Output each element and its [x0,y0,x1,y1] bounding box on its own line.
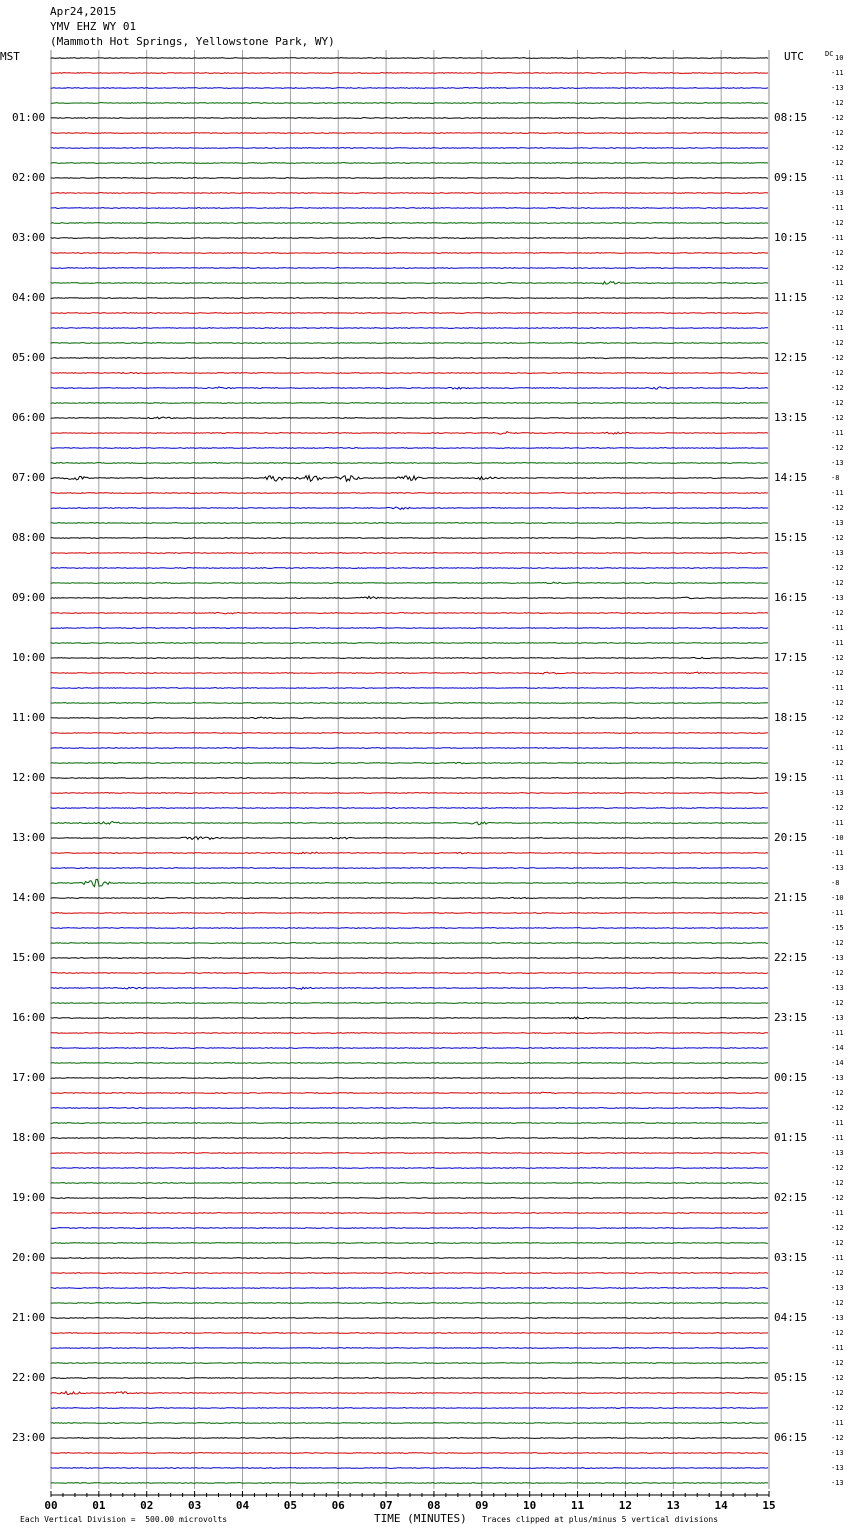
time-axis [44,1491,775,1512]
trace-line-75 [51,1183,768,1184]
dc-offset-88: -12 [831,1374,844,1382]
utc-label-08:15: 08:15 [774,111,808,124]
dc-offset-75: -12 [831,1179,844,1187]
dc-offset-31: -13 [831,519,844,527]
trace-line-24 [51,417,768,419]
trace-line-60 [51,958,768,959]
trace-line-2 [51,88,768,89]
trace-line-63 [51,1003,768,1004]
utc-label-04:15: 04:15 [774,1311,808,1324]
utc-label-19:15: 19:15 [774,771,808,784]
dc-offset-38: -11 [831,624,844,632]
trace-line-4 [51,118,768,119]
utc-label-17:15: 17:15 [774,651,808,664]
trace-line-25 [51,432,768,435]
dc-offset-79: -12 [831,1239,844,1247]
dc-offset-73: -13 [831,1149,844,1157]
dc-offset-42: -11 [831,684,844,692]
dc-offset-60: -13 [831,954,844,962]
trace-line-93 [51,1453,768,1454]
dc-offset-65: -11 [831,1029,844,1037]
x-tick-label-07: 07 [379,1499,393,1512]
header-date: Apr24,2015 [50,5,117,18]
x-tick-label-13: 13 [666,1499,680,1512]
trace-line-8 [51,178,768,179]
utc-label-23:15: 23:15 [774,1011,808,1024]
trace-line-1 [51,73,768,74]
mst-label-18:00: 18:00 [12,1131,46,1144]
trace-line-43 [51,703,768,704]
dc-offset-15: -11 [831,279,844,287]
trace-line-3 [51,103,768,104]
dc-offset-26: -12 [831,444,844,452]
trace-line-94 [51,1468,768,1469]
dc-offset-52: -10 [831,834,844,842]
dc-offset-84: -13 [831,1314,844,1322]
dc-offset-21: -12 [831,369,844,377]
dc-offset-43: -12 [831,699,844,707]
dc-offset-46: -11 [831,744,844,752]
dc-offset-11: -12 [831,219,844,227]
trace-line-19 [51,343,768,344]
trace-line-27 [51,463,768,464]
utc-label-21:15: 21:15 [774,891,808,904]
dc-offset-8: -11 [831,174,844,182]
trace-line-49 [51,793,768,794]
dc-offset-77: -11 [831,1209,844,1217]
dc-offset-36: -13 [831,594,844,602]
trace-line-64 [51,1017,768,1019]
mst-label-05:00: 05:00 [12,351,46,364]
trace-line-6 [51,148,768,149]
trace-line-48 [51,778,768,779]
x-tick-label-03: 03 [187,1499,202,1512]
dc-offset-6: -12 [831,144,844,152]
dc-offset-80: -11 [831,1254,844,1262]
trace-line-14 [51,268,768,269]
mst-label-12:00: 12:00 [12,771,46,784]
x-tick-label-15: 15 [762,1499,776,1512]
dc-offset-41: -12 [831,669,844,677]
dc-offset-50: -12 [831,804,844,812]
trace-line-58 [51,928,768,929]
trace-line-29 [51,493,768,494]
utc-label-03:15: 03:15 [774,1251,808,1264]
dc-offset-74: -12 [831,1164,844,1172]
mst-label-13:00: 13:00 [12,831,46,844]
dc-offset-9: -13 [831,189,844,197]
dc-offset-22: -12 [831,384,844,392]
mst-label-14:00: 14:00 [12,891,46,904]
trace-line-17 [51,313,768,314]
trace-line-41 [51,672,768,674]
dc-offset-54: -13 [831,864,844,872]
dc-offset-23: -12 [831,399,844,407]
dc-offset-81: -12 [831,1269,844,1277]
dc-offset-39: -11 [831,639,844,647]
dc-offset-89: -12 [831,1389,844,1397]
trace-line-35 [51,582,768,583]
trace-line-84 [51,1318,768,1319]
utc-label-00:15: 00:15 [774,1071,808,1084]
trace-line-33 [51,553,768,554]
dc-offset-93: -13 [831,1449,844,1457]
trace-line-91 [51,1423,768,1424]
utc-label-22:15: 22:15 [774,951,808,964]
trace-line-44 [51,717,768,719]
seismic-traces [51,58,768,1484]
dc-offset-44: -12 [831,714,844,722]
scale-note: Each Vertical Division = 500.00 microvolts [20,1515,228,1524]
dc-offset-48: -11 [831,774,844,782]
dc-offset-49: -13 [831,789,844,797]
trace-line-37 [51,612,768,614]
dc-offset-18: -11 [831,324,844,332]
trace-line-69 [51,1092,768,1093]
x-tick-label-14: 14 [714,1499,728,1512]
trace-line-28 [51,476,768,482]
trace-line-62 [51,987,768,989]
utc-label-10:15: 10:15 [774,231,808,244]
dc-label: DC [825,50,834,58]
dc-offset-78: -12 [831,1224,844,1232]
trace-line-50 [51,808,768,809]
trace-line-13 [51,253,768,254]
dc-offset-14: -12 [831,264,844,272]
utc-label-09:15: 09:15 [774,171,808,184]
trace-line-26 [51,448,768,449]
left-axis-label: MST [0,50,20,63]
trace-line-42 [51,688,768,689]
trace-line-83 [51,1303,768,1304]
utc-label-20:15: 20:15 [774,831,808,844]
trace-line-79 [51,1243,768,1244]
dc-offset-71: -11 [831,1119,844,1127]
dc-offset-0: 10 [835,54,844,62]
trace-line-68 [51,1078,768,1079]
trace-line-65 [51,1033,768,1034]
trace-line-10 [51,208,768,209]
trace-line-89 [51,1391,768,1394]
x-tick-label-04: 04 [235,1499,250,1512]
trace-line-36 [51,596,768,598]
trace-line-22 [51,387,768,389]
mst-label-10:00: 10:00 [12,651,46,664]
x-tick-label-05: 05 [283,1499,297,1512]
x-tick-label-08: 08 [427,1499,441,1512]
dc-offset-10: -11 [831,204,844,212]
x-axis-title: TIME (MINUTES) [374,1512,467,1525]
trace-line-46 [51,748,768,749]
dc-offset-91: -11 [831,1419,844,1427]
trace-line-66 [51,1048,768,1049]
trace-line-85 [51,1333,768,1334]
x-tick-label-11: 11 [570,1499,585,1512]
trace-line-15 [51,281,768,284]
trace-line-52 [51,837,768,840]
utc-label-14:15: 14:15 [774,471,808,484]
trace-line-72 [51,1138,768,1139]
utc-label-11:15: 11:15 [774,291,808,304]
dc-offset-30: -12 [831,504,844,512]
dc-offset-28: -8 [831,474,840,482]
dc-offset-24: -12 [831,414,844,422]
trace-line-40 [51,657,768,658]
dc-offset-27: -13 [831,459,844,467]
dc-offset-56: -10 [831,894,844,902]
dc-offset-61: -12 [831,969,844,977]
utc-label-02:15: 02:15 [774,1191,808,1204]
dc-offset-94: -13 [831,1464,844,1472]
dc-offset-72: -11 [831,1134,844,1142]
trace-line-34 [51,568,768,569]
right-axis-label: UTC [784,50,804,63]
dc-offset-69: -12 [831,1089,844,1097]
dc-offset-19: -12 [831,339,844,347]
dc-offset-2: -13 [831,84,844,92]
dc-offset-87: -12 [831,1359,844,1367]
dc-offset-7: -12 [831,159,844,167]
trace-line-9 [51,193,768,194]
mst-label-23:00: 23:00 [12,1431,46,1444]
dc-offset-63: -12 [831,999,844,1007]
x-tick-label-12: 12 [618,1499,633,1512]
trace-line-5 [51,133,768,134]
dc-offset-55: -8 [831,879,840,887]
mst-label-16:00: 16:00 [12,1011,46,1024]
trace-line-39 [51,643,768,644]
dc-offset-29: -11 [831,489,844,497]
utc-label-01:15: 01:15 [774,1131,808,1144]
trace-line-82 [51,1288,768,1289]
trace-line-31 [51,523,768,524]
trace-line-53 [51,852,768,854]
mst-label-15:00: 15:00 [12,951,46,964]
dc-offset-76: -12 [831,1194,844,1202]
utc-label-18:15: 18:15 [774,711,808,724]
dc-offset-64: -13 [831,1014,844,1022]
dc-offset-4: -12 [831,114,844,122]
mst-label-19:00: 19:00 [12,1191,46,1204]
trace-line-38 [51,628,768,629]
trace-line-71 [51,1123,768,1124]
dc-offset-32: -12 [831,534,844,542]
trace-line-57 [51,913,768,914]
dc-offset-83: -12 [831,1299,844,1307]
utc-label-16:15: 16:15 [774,591,808,604]
dc-offset-34: -12 [831,564,844,572]
dc-offset-90: -12 [831,1404,844,1412]
dc-offset-85: -12 [831,1329,844,1337]
dc-offset-45: -12 [831,729,844,737]
trace-line-55 [51,879,768,886]
trace-line-45 [51,733,768,734]
dc-offset-20: -12 [831,354,844,362]
dc-offset-66: -14 [831,1044,844,1052]
dc-offset-17: -12 [831,309,844,317]
trace-line-80 [51,1258,768,1259]
trace-line-73 [51,1153,768,1154]
trace-line-16 [51,298,768,299]
trace-line-59 [51,943,768,944]
trace-line-92 [51,1438,768,1439]
dc-offset-3: -12 [831,99,844,107]
utc-label-05:15: 05:15 [774,1371,808,1384]
mst-label-06:00: 06:00 [12,411,46,424]
header-station: YMV EHZ WY 01 [50,20,137,33]
mst-label-20:00: 20:00 [12,1251,46,1264]
utc-label-13:15: 13:15 [774,411,808,424]
mst-label-17:00: 17:00 [12,1071,46,1084]
dc-offset-25: -11 [831,429,844,437]
trace-line-32 [51,538,768,539]
trace-line-76 [51,1198,768,1199]
dc-offset-37: -12 [831,609,844,617]
dc-offset-92: -12 [831,1434,844,1442]
trace-line-61 [51,973,768,974]
dc-offset-51: -11 [831,819,844,827]
mst-label-01:00: 01:00 [12,111,46,124]
dc-offset-16: -12 [831,294,844,302]
mst-label-21:00: 21:00 [12,1311,46,1324]
utc-label-06:15: 06:15 [774,1431,808,1444]
trace-line-23 [51,403,768,404]
dc-offset-5: -12 [831,129,844,137]
dc-offset-57: -11 [831,909,844,917]
dc-offset-62: -13 [831,984,844,992]
dc-offset-59: -12 [831,939,844,947]
mst-label-02:00: 02:00 [12,171,46,184]
x-tick-label-09: 09 [475,1499,489,1512]
x-tick-label-00: 00 [44,1499,58,1512]
x-tick-label-10: 10 [523,1499,537,1512]
x-tick-label-01: 01 [92,1499,106,1512]
trace-line-21 [51,373,768,374]
dc-offset-33: -13 [831,549,844,557]
trace-line-87 [51,1363,768,1364]
dc-offset-95: -13 [831,1479,844,1487]
trace-line-56 [51,897,768,898]
utc-label-12:15: 12:15 [774,351,808,364]
mst-label-09:00: 09:00 [12,591,46,604]
header-location: (Mammoth Hot Springs, Yellowstone Park, WY) [50,35,335,48]
trace-line-90 [51,1408,768,1409]
dc-offset-58: -15 [831,924,844,932]
trace-line-78 [51,1228,768,1229]
trace-line-51 [51,822,768,825]
dc-offset-1: -11 [831,69,844,77]
dc-offset-67: -14 [831,1059,844,1067]
trace-line-20 [51,357,768,358]
trace-line-12 [51,238,768,239]
mst-label-08:00: 08:00 [12,531,46,544]
dc-offset-82: -13 [831,1284,844,1292]
trace-line-11 [51,223,768,224]
trace-line-0 [51,58,768,59]
trace-line-7 [51,163,768,164]
trace-line-18 [51,328,768,329]
trace-line-74 [51,1168,768,1169]
dc-offset-13: -12 [831,249,844,257]
mst-label-07:00: 07:00 [12,471,46,484]
trace-line-88 [51,1378,768,1379]
trace-line-77 [51,1213,768,1214]
mst-label-22:00: 22:00 [12,1371,46,1384]
trace-line-67 [51,1063,768,1064]
trace-line-81 [51,1273,768,1274]
trace-line-95 [51,1483,768,1484]
x-tick-label-06: 06 [331,1499,345,1512]
dc-offset-86: -11 [831,1344,844,1352]
mst-label-11:00: 11:00 [12,711,46,724]
x-tick-label-02: 02 [140,1499,154,1512]
mst-label-03:00: 03:00 [12,231,46,244]
dc-offset-35: -12 [831,579,844,587]
dc-offset-53: -11 [831,849,844,857]
clip-note: Traces clipped at plus/minus 5 vertical divisions [482,1515,719,1524]
trace-line-47 [51,762,768,763]
trace-line-30 [51,507,768,509]
dc-offset-70: -12 [831,1104,844,1112]
dc-offset-47: -12 [831,759,844,767]
trace-line-70 [51,1108,768,1109]
mst-label-04:00: 04:00 [12,291,46,304]
dc-offset-12: -11 [831,234,844,242]
trace-line-86 [51,1348,768,1349]
utc-label-15:15: 15:15 [774,531,808,544]
dc-offset-40: -12 [831,654,844,662]
dc-offset-68: -13 [831,1074,844,1082]
trace-line-54 [51,868,768,869]
